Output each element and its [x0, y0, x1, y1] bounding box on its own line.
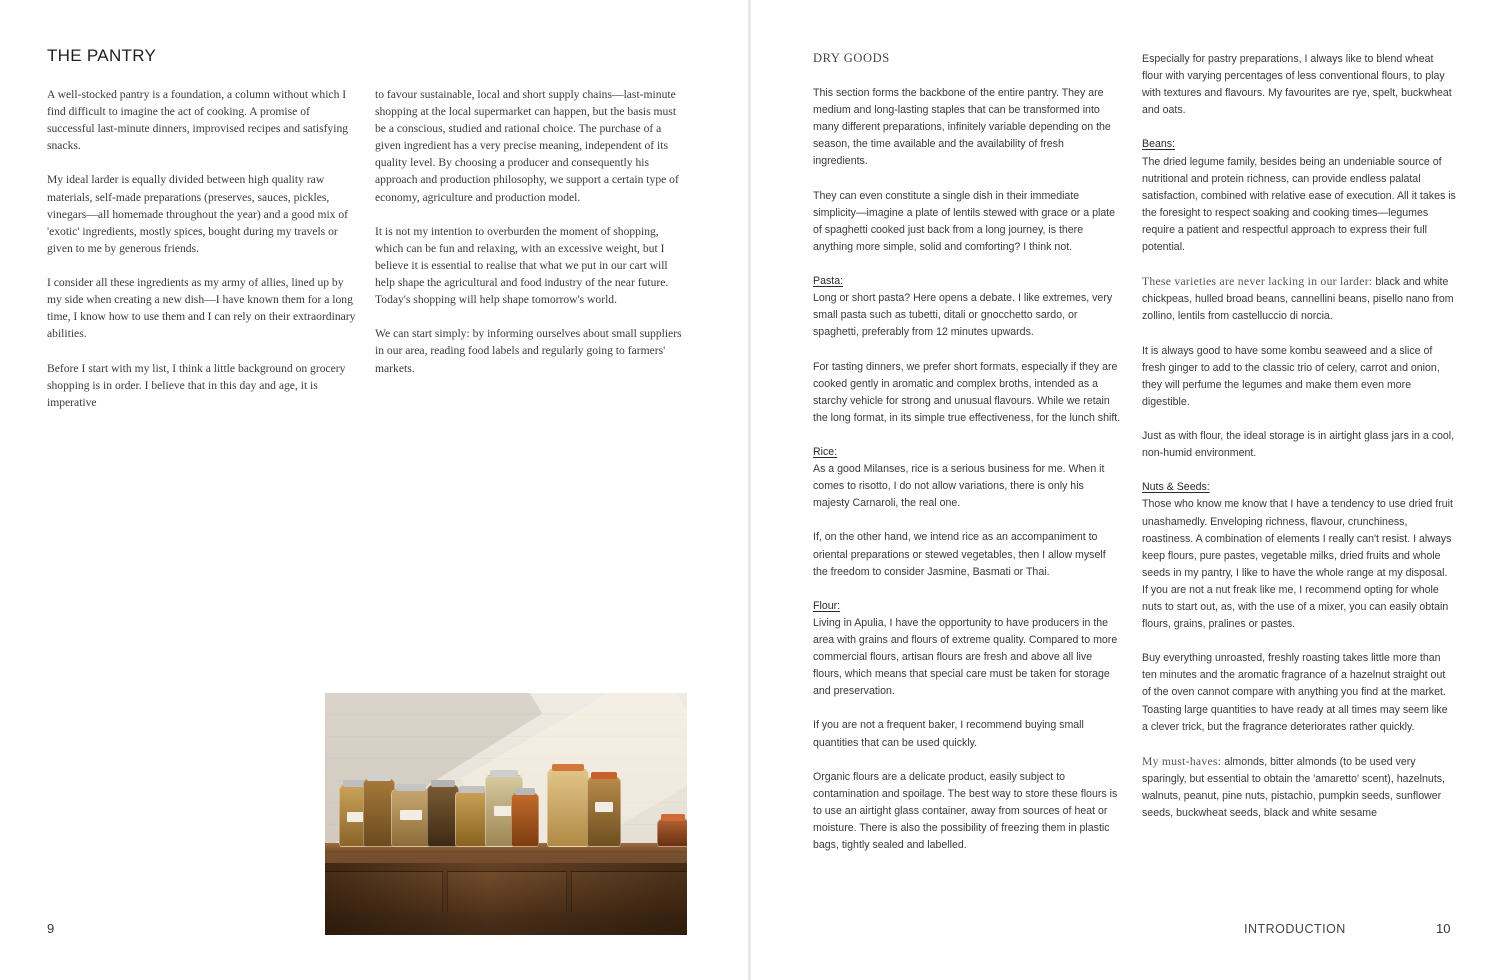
section-block — [1142, 136, 1456, 256]
page-number: 9 — [47, 921, 55, 936]
paragraph: If, on the other hand, we intend rice as an accompaniment to oriental preparations or stewed vegetables, then I allow myself the freedom to consider Jasmine, Basmati or Thai. — [813, 531, 1106, 578]
subheading-beans: Beans: — [1142, 138, 1175, 151]
paragraph: Those who know me know that I have a tendency to use dried fruit unashamedly. Enveloping richness, flavour, crunchiness, roastiness. A combination of elements I really can't resist. I always keep flours, pure pastes, vegetable milks, dried fruits and whole seeds in my pantry, I like to have the whole range at my disposal. If you are not a nut freak like me, I recommend opting for whole nuts to start out, as, with the use of a mixer, you can easily obtain flours, grains, pralines or pastes. — [1142, 498, 1453, 631]
paragraph: My ideal larder is equally divided between high quality raw materials, self-made preparations (preserves, sauces, pickles, vinegars—all homemade throughout the year) and a good mix of 'exotic' ingredients, mostly spices, bought during my travels or given to me by generous friends. — [47, 173, 349, 255]
paragraph: They can even constitute a single dish in their immediate simplicity—imagine a plate of lentils stewed with grace or a plate of spaghetti cooked just back from a long journey, is there anything more simple, solid and comforting? I think not. — [813, 189, 1116, 253]
pantry-jars-photo — [325, 693, 687, 935]
section-title: DRY GOODS — [813, 51, 890, 65]
subheading-flour: Flour: — [813, 599, 841, 612]
section-block — [813, 273, 1121, 341]
lead-in-text: My must-haves: — [1142, 754, 1222, 768]
paragraph: almonds, bitter almonds (to be used very sparingly, but essential to obtain the 'amaretto' scent), hazelnuts, walnuts, peanut, pine nuts, pistachio, pumpkin seeds, sunflower seeds, buckwheat seeds, black and white sesame — [1142, 755, 1445, 820]
page-number: 10 — [1436, 921, 1451, 936]
right-column-2 — [1142, 51, 1456, 822]
left-column-2 — [375, 86, 687, 377]
paragraph: As a good Milanses, rice is a serious business for me. When it comes to risotto, I do not allow variations, there is only his majesty Carnaroli, the real one. — [813, 463, 1105, 510]
section-block — [813, 598, 1121, 701]
right-page — [751, 0, 1500, 980]
paragraph: Long or short pasta? Here opens a debate. I like extremes, very small pasta such as tubetti, ditali or gnocchetto sardo, or spaghetti, preferably from 12 minutes upwards. — [813, 292, 1113, 339]
paragraph: Just as with flour, the ideal storage is in airtight glass jars in a cool, non-humid environment. — [1142, 430, 1455, 460]
paragraph: black and white chickpeas, hulled broad beans, cannellini beans, pisello nano from zollino, lentils from castelluccio di norcia. — [1142, 276, 1454, 323]
paragraph: to favour sustainable, local and short supply chains—last-minute shopping at the local supermarket can happen, but the basis must be a conscious, studied and rational choice. The purchase of a given ingredient has a very precise meaning, independent of its quality level. By choosing a producer and consequently his approach and production philosophy, we support a certain type of economy, agriculture and production model. — [375, 88, 679, 204]
left-page — [0, 0, 748, 980]
paragraph: It is always good to have some kombu seaweed and a slice of fresh ginger to add to the classic trio of celery, carrot and onion, they will perfume the legumes and make them even more digestible. — [1142, 344, 1440, 408]
paragraph: For tasting dinners, we prefer short formats, especially if they are cooked gently in aromatic and complex broths, intended as a starchy vehicle for strong and unusual flavours. While we retain the long format, in its simple true effectiveness, for the lunch shift. — [813, 360, 1121, 424]
section-block — [813, 444, 1121, 512]
paragraph: Especially for pastry preparations, I always like to blend wheat flour with varying percentages of less conventional flours, to play with textures and flavours. My favourites are rye, spelt, buckwheat and oats. — [1142, 53, 1452, 117]
paragraph: If you are not a frequent baker, I recommend buying small quantities that can be used quickly. — [813, 719, 1084, 749]
paragraph: Organic flours are a delicate product, easily subject to contamination and spoilage. The best way to store these flours is to use an airtight glass container, away from sources of heat or moisture. There is also the possibility of freezing them in plastic bags, tightly sealed and labelled. — [813, 770, 1118, 852]
paragraph: The dried legume family, besides being an undeniable source of nutritional and protein richness, can provide endless palatal satisfaction, combined with relative ease of execution. All it takes is the foresight to respect soaking and cooking times—legumes require a patient and respectful approach to express their full potential. — [1142, 155, 1456, 254]
page-title: THE PANTRY — [47, 46, 157, 65]
running-head: INTRODUCTION — [1244, 922, 1346, 936]
subheading-nuts-seeds: Nuts & Seeds: — [1142, 481, 1210, 494]
paragraph: A well-stocked pantry is a foundation, a column without which I find difficult to imagine the act of cooking. A promise of successful last-minute dinners, improvised recipes and satisfying snacks. — [47, 88, 349, 153]
subheading-pasta: Pasta: — [813, 275, 844, 288]
subheading-rice: Rice: — [813, 445, 838, 458]
section-block — [1142, 753, 1456, 822]
paragraph: It is not my intention to overburden the moment of shopping, which can be fun and relaxing, with an excessive weight, but I believe it is essential to realise that what we put in our cart will help shape the agricultural and food industry of the near future. Today's shopping will help shape tomorrow's world. — [375, 224, 669, 307]
paragraph: We can start simply: by informing ourselves about small suppliers in our area, reading food labels and regularly going to farmers' markets. — [375, 327, 682, 375]
paragraph: Buy everything unroasted, freshly roasting takes little more than ten minutes and the aromatic fragrance of a hazelnut straight out of the oven cannot compare with anything you find at the market. Toasting large quantities to have ready at all times may seem like a clever trick, but the fragrance deteriorates rather quickly. — [1142, 652, 1448, 733]
left-column-1 — [47, 86, 357, 411]
paragraph: I consider all these ingredients as my army of allies, lined up by my side when creating a new dish—I have known them for a long time, I know how to use them and I can rely on their extraordinary abilities. — [47, 276, 356, 341]
section-block — [1142, 273, 1456, 325]
section-block — [1142, 479, 1456, 633]
paragraph: Living in Apulia, I have the opportunity to have producers in the area with grains and flours of extreme quality. Compared to more commercial flours, artisan flours are fresh and above all live flours, which means that special care must be taken for storage and preservation. — [813, 616, 1118, 698]
paragraph: Before I start with my list, I think a little background on grocery shopping is in order. I believe that in this day and age, it is imperative — [47, 361, 346, 409]
paragraph: This section forms the backbone of the entire pantry. They are medium and long-lasting staples that can be transformed into many different preparations, infinitely variable depending on the season, the time available and the availability of fresh ingredients. — [813, 87, 1111, 168]
right-column-1 — [813, 85, 1121, 854]
lead-in-text: These varieties are never lacking in our larder: — [1142, 275, 1373, 289]
